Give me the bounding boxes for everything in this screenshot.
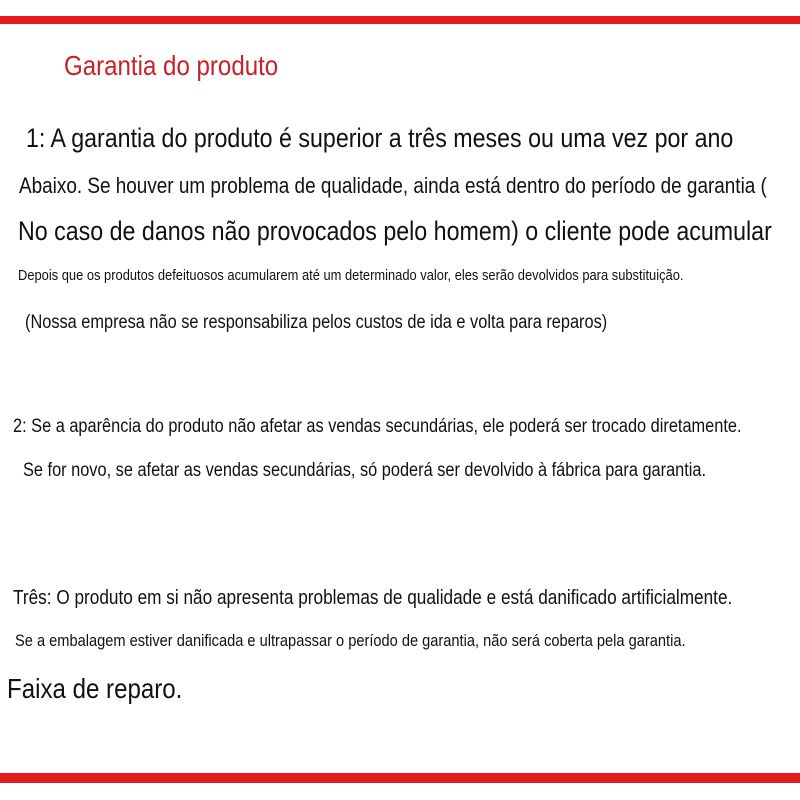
- warranty-line-5: (Nossa empresa não se responsabiliza pelos custos de ida e volta para reparos): [25, 312, 608, 333]
- warranty-line-6: 2: Se a aparência do produto não afetar as vendas secundárias, ele poderá ser trocado diretamente.: [13, 416, 742, 437]
- warranty-line-8: Três: O produto em si não apresenta problemas de qualidade e está danificado artificialmente.: [13, 587, 733, 609]
- warranty-line-4: Depois que os produtos defeituosos acumularem até um determinado valor, eles serão devolvidos para substituição.: [18, 267, 684, 284]
- bottom-red-rule: [0, 773, 800, 783]
- warranty-line-7: Se for novo, se afetar as vendas secundárias, só poderá ser devolvido à fábrica para garantia.: [23, 460, 707, 481]
- warranty-line-2: Abaixo. Se houver um problema de qualidade, ainda está dentro do período de garantia (: [19, 173, 767, 198]
- warranty-line-9: Se a embalagem estiver danificada e ultrapassar o período de garantia, não será coberta pela garantia.: [15, 631, 686, 650]
- warranty-line-1: 1: A garantia do produto é superior a três meses ou uma vez por ano: [26, 123, 734, 153]
- top-red-rule: [0, 16, 800, 24]
- warranty-line-3: No caso de danos não provocados pelo homem) o cliente pode acumular: [18, 216, 772, 246]
- repair-range-heading: Faixa de reparo.: [7, 673, 183, 704]
- document-title: Garantia do produto: [64, 50, 279, 81]
